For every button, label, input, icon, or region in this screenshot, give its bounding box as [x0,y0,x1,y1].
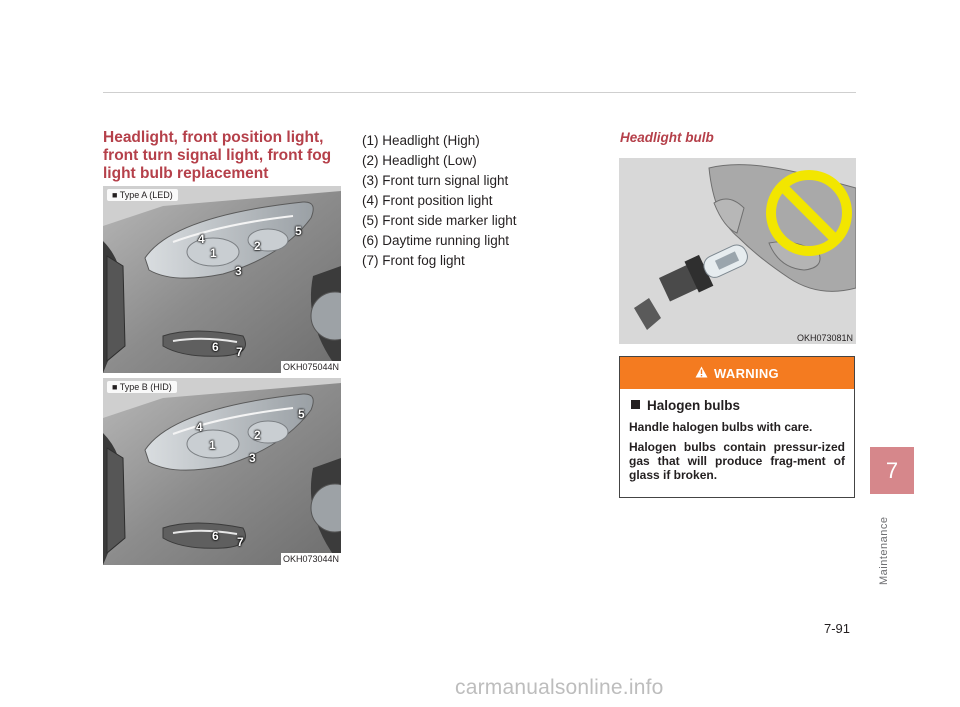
list-item: (2) Headlight (Low) [362,153,477,168]
chapter-side-label: Maintenance [878,516,890,585]
bulb-image-code: OKH073081N [796,333,853,343]
callout-5: 5 [295,224,302,238]
callout-5: 5 [298,407,305,421]
callout-3: 3 [235,264,242,278]
callout-4: 4 [196,420,203,434]
warning-text: Halogen bulbs contain pressur-ized gas that will produce frag-ment of glass if broken. [629,440,845,482]
callout-6: 6 [212,529,219,543]
list-item: (3) Front turn signal light [362,173,509,188]
callout-6: 6 [212,340,219,354]
warning-body [620,389,854,482]
callout-1: 1 [210,246,217,260]
warning-triangle-icon [695,366,708,381]
headlight-bulb-title: Headlight bulb [620,130,714,145]
list-item: (4) Front position light [362,193,493,208]
warning-heading: Halogen bulbs [631,398,845,413]
callout-7: 7 [237,535,244,549]
list-item: (6) Daytime running light [362,233,510,248]
figure-type-a [103,186,341,373]
callout-1: 1 [209,438,216,452]
figure-b-code: OKH073044N [282,554,339,564]
parts-list [362,131,517,271]
callout-2: 2 [254,428,261,442]
callout-7: 7 [236,345,243,359]
page-number: 7-91 [824,621,851,636]
section-title: Headlight, front position light, front turn signal light, front fog light bulb replacement [103,129,332,182]
warning-header-text: WARNING [714,365,779,381]
square-bullet-icon [631,400,640,409]
warning-header [620,357,854,389]
callout-4: 4 [198,232,205,246]
chapter-tab: 7 [870,447,914,494]
warning-box [619,356,855,498]
car-front-photo-b [103,378,341,565]
figure-a-code: OKH075044N [282,362,339,372]
list-item: (7) Front fog light [362,253,465,268]
watermark: carmanualsonline.info [455,676,664,699]
figure-type-b [103,378,341,565]
list-item: (5) Front side marker light [362,213,517,228]
warning-text: Handle halogen bulbs with care. [629,420,813,434]
list-item: (1) Headlight (High) [362,133,480,148]
callout-2: 2 [254,239,261,253]
callout-3: 3 [249,451,256,465]
type-b-label: ■ Type B (HID) [107,381,177,393]
type-a-label: ■ Type A (LED) [107,189,178,201]
car-front-photo-a [103,186,341,373]
